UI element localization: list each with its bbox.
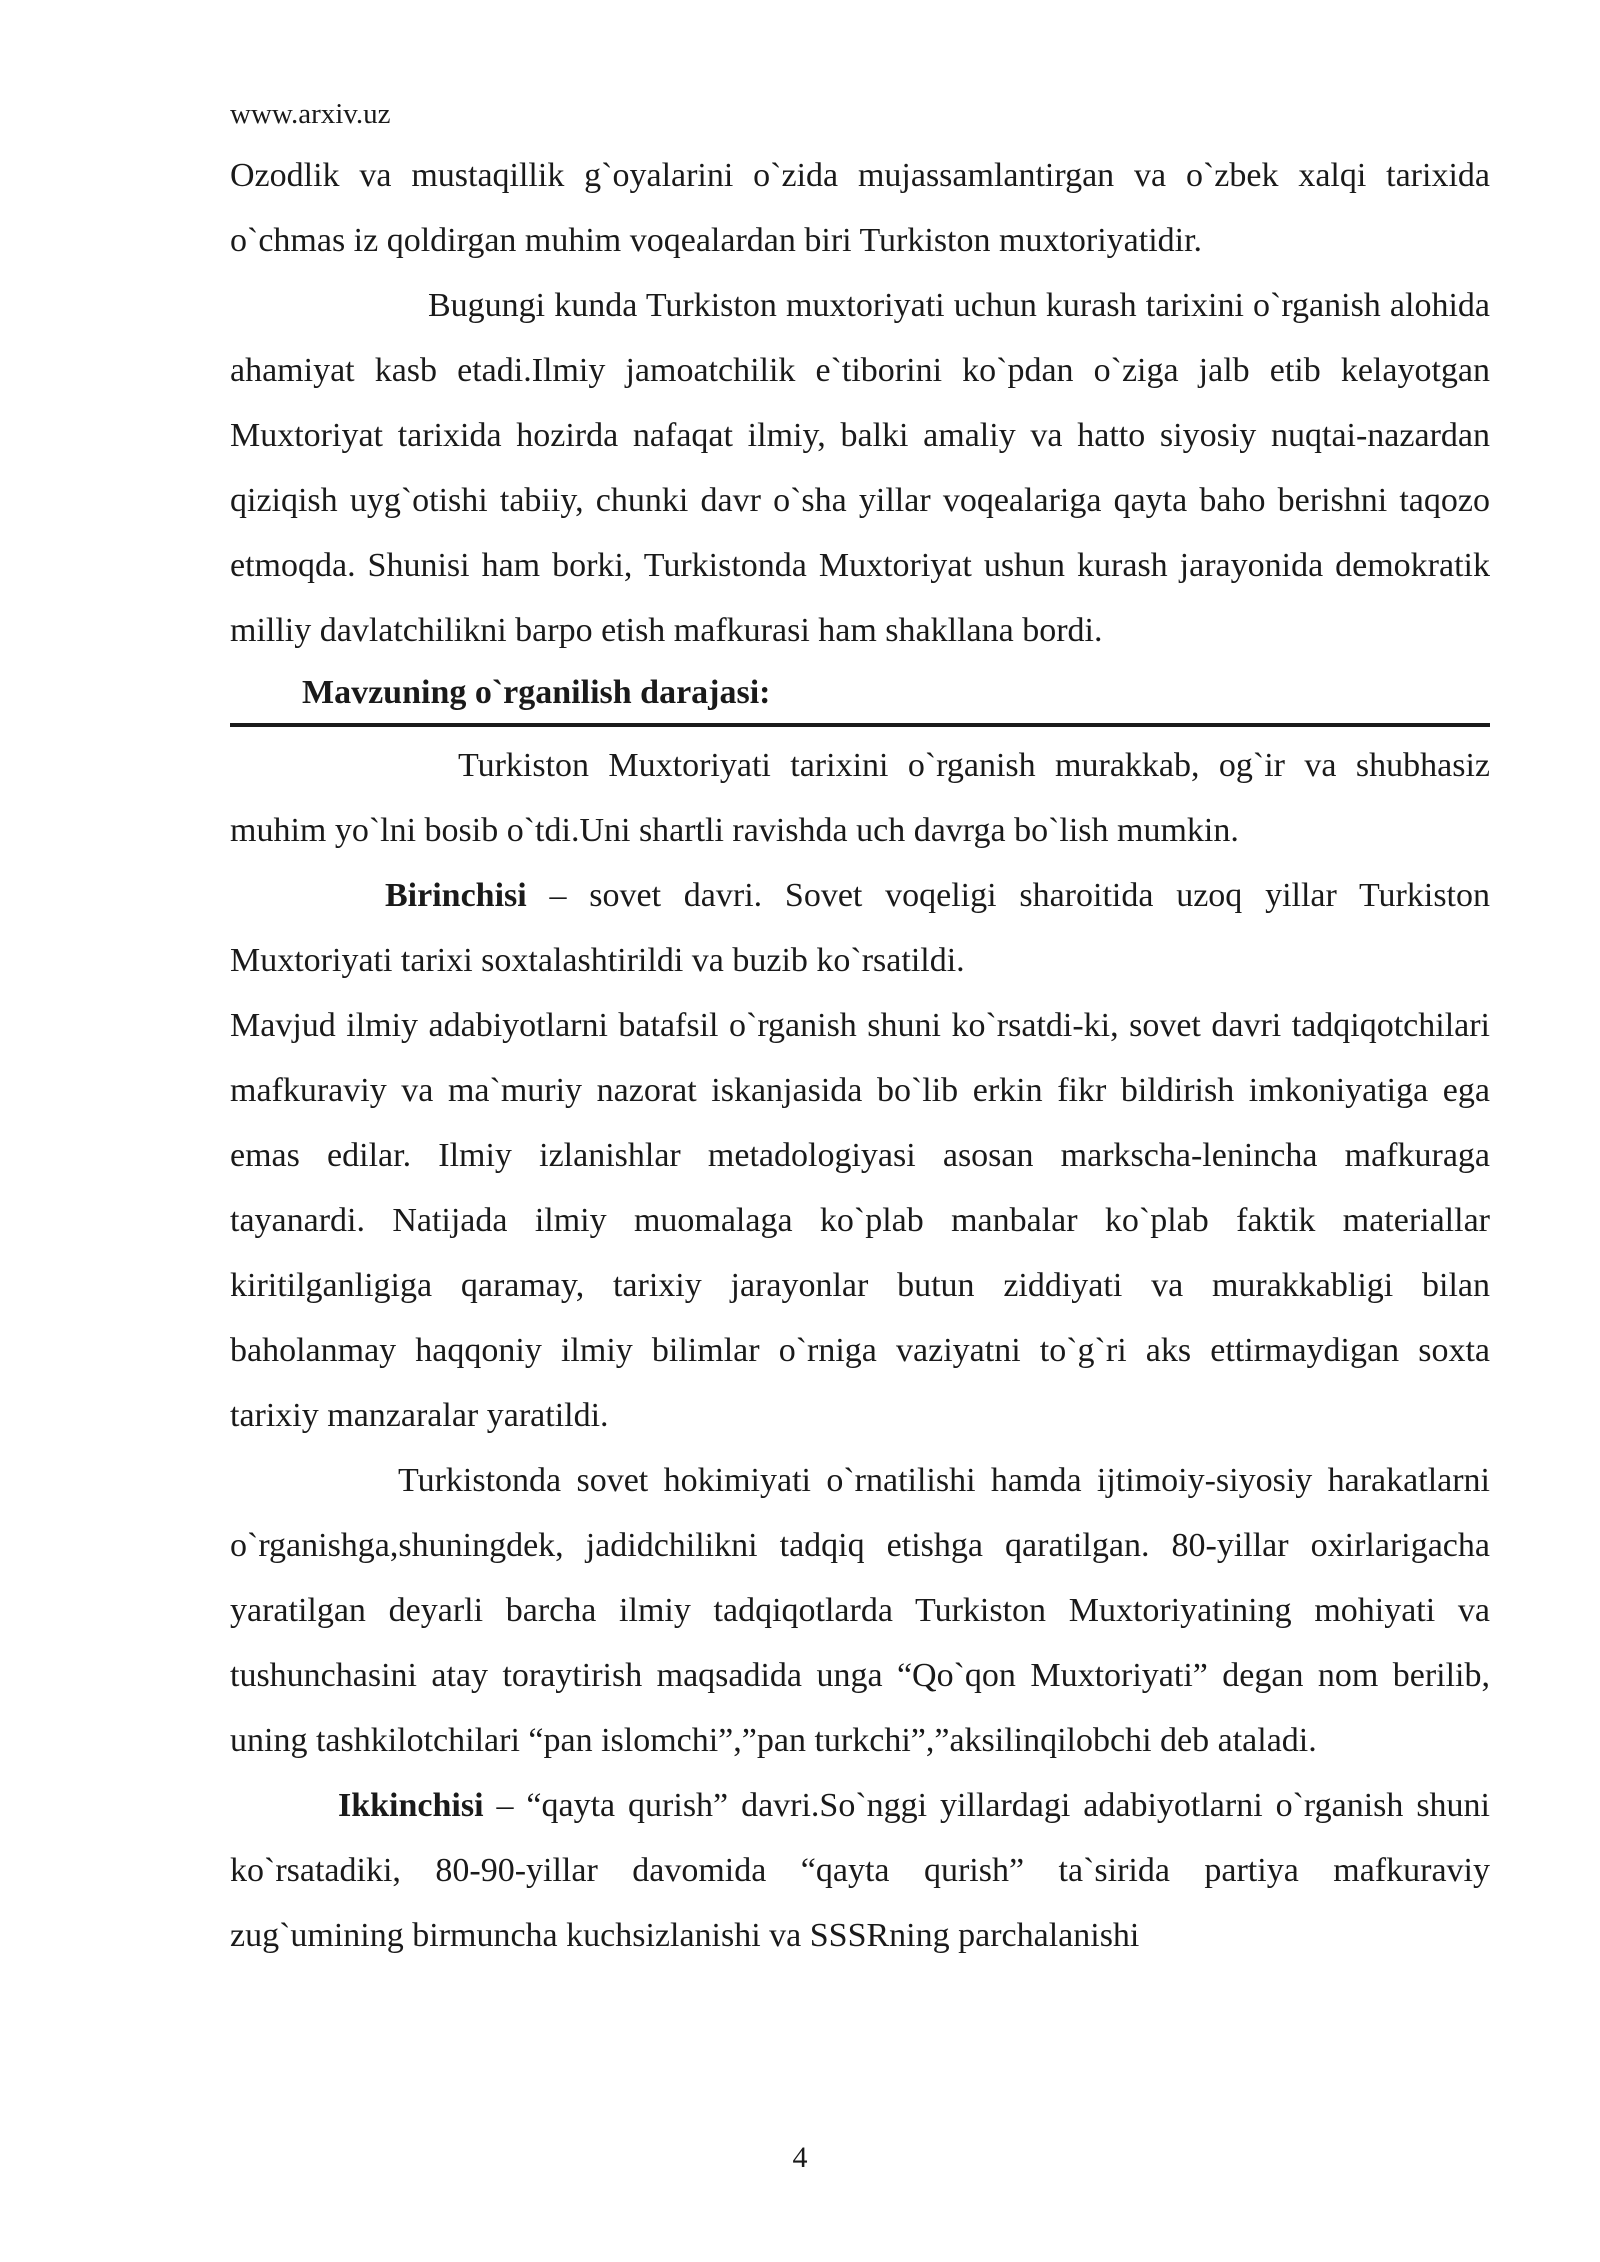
first-period-text: – sovet davri. Sovet voqeligi sharoitida uzoq yillar Turkiston Muxtoriyati tarixi soxtalashtirildi va buzib ko`rsatildi.: [230, 877, 1490, 979]
section-heading-rule: [230, 663, 1490, 727]
paragraph-first-period: [230, 863, 1490, 993]
section-heading: Mavzuning o`rganilish darajasi:: [302, 674, 771, 711]
page-number: 4: [792, 2141, 808, 2174]
second-period-text: – “qayta qurish” davri.So`nggi yillardagi adabiyotlarni o`rganish shuni ko`rsatadiki, 80-90-yillar davomida “qayta qurish” ta`sirida partiya mafkuraviy zug`umining birmuncha kuchsizlanishi va SSSRning parchalanishi: [230, 1787, 1490, 1954]
paragraph-soviet-research: Mavjud ilmiy adabiyotlarni batafsil o`rganish shuni ko`rsatdi-ki, sovet davri tadqiqotchilari mafkuraviy va ma`muriy nazorat iskanjasida bo`lib erkin fikr bildirish imkoniyatiga ega emas edilar. Ilmiy izlanishlar metadologiyasi asosan markscha-lenincha mafkuraga tayanardi. Natijada ilmiy muomalaga ko`plab manbalar ko`plab faktik materiallar kiritilganligiga qaramay, tarixiy jarayonlar butun ziddiyati va murakkabligi bilan baholanmay haqqoniy ilmiy bilimlar o`rniga vaziyatni to`g`ri aks ettirmaydigan soxta tarixiy manzaralar yaratildi.: [230, 1007, 1490, 1434]
paragraph-study-stages: Turkiston Muxtoriyati tarixini o`rganish murakkab, og`ir va shubhasiz muhim yo`lni bosib o`tdi.Uni shartli ravishda uch davrga bo`lish mumkin.: [230, 747, 1490, 849]
header-url: www.arxiv.uz: [230, 98, 391, 130]
body-text: [230, 143, 1490, 1968]
paragraph-intro: Ozodlik va mustaqillik g`oyalarini o`zida mujassamlantirgan va o`zbek xalqi tarixida o`chmas iz qoldirgan muhim voqealardan biri Turkiston muxtoriyatidir.: [230, 157, 1490, 259]
first-period-label: Birinchisi: [385, 877, 527, 914]
paragraph-second-period: [230, 1773, 1490, 1968]
second-period-label: Ikkinchisi: [338, 1787, 484, 1824]
paragraph-soviet-power: Turkistonda sovet hokimiyati o`rnatilishi hamda ijtimoiy-siyosiy harakatlarni o`rganishga,shuningdek, jadidchilikni tadqiq etishga qaratilgan. 80-yillar oxirlarigacha yaratilgan deyarli barcha ilmiy tadqiqotlarda Turkiston Muxtoriyatining mohiyati va tushunchasini atay toraytirish maqsadida unga “Qo`qon Muxtoriyati” degan nom berilib, uning tashkilotchilari “pan islomchi”,”pan turkchi”,”aksilinqilobchi deb ataladi.: [230, 1462, 1490, 1759]
paragraph-relevance: Bugungi kunda Turkiston muxtoriyati uchun kurash tarixini o`rganish alohida ahamiyat kasb etadi.Ilmiy jamoatchilik e`tiborini ko`pdan o`ziga jalb etib kelayotgan Muxtoriyat tarixida hozirda nafaqat ilmiy, balki amaliy va hatto siyosiy nuqtai-nazardan qiziqish uyg`otishi tabiiy, chunki davr o`sha yillar voqealariga qayta baho berishni taqozo etmoqda. Shunisi ham borki, Turkistonda Muxtoriyat ushun kurash jarayonida demokratik milliy davlatchilikni barpo etish mafkurasi ham shakllana bordi.: [230, 287, 1490, 649]
